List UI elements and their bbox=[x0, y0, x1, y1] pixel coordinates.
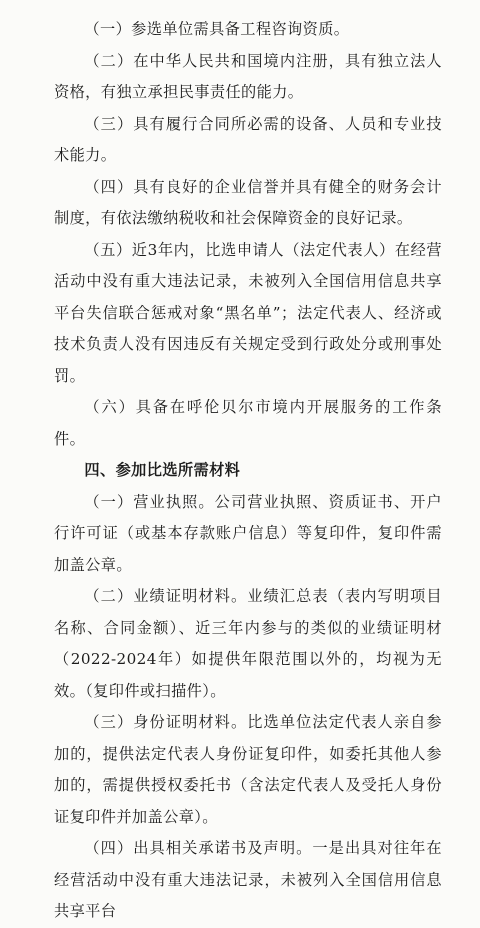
section-heading-materials: 四、参加比选所需材料 bbox=[84, 461, 241, 479]
requirement-item-3: （三）具有履行合同所必需的设备、人员和专业技术能力。 bbox=[54, 114, 442, 164]
requirement-item-2: （二）在中华人民共和国境内注册，具有独立法人资格，有独立承担民事责任的能力。 bbox=[54, 51, 442, 101]
material-item-3: （三）身份证明材料。比选单位法定代表人亲自参加的，提供法定代表人身份证复印件，如委托其他人参加的，需提供授权委托书（含法定代表人及受托人身份证复印件并加盖公章）。 bbox=[54, 713, 442, 826]
material-item-1: （一）营业执照。公司营业执照、资质证书、开户行许可证（或基本存款账户信息）等复印件，复印件需加盖公章。 bbox=[54, 492, 442, 574]
requirement-item-4: （四）具有良好的企业信誉并具有健全的财务会计制度，有依法缴纳税收和社会保障资金的良好记录。 bbox=[54, 177, 442, 227]
requirement-item-6: （六）具备在呼伦贝尔市境内开展服务的工作条件。 bbox=[54, 398, 442, 448]
material-item-4: （四）出具相关承诺书及声明。一是出具对往年在经营活动中没有重大违法记录，未被列入全国信用信息共享平台 bbox=[54, 839, 442, 920]
requirement-item-1: （一）参选单位需具备工程咨询资质。 bbox=[84, 20, 350, 38]
requirement-item-5: （五）近3年内，比选申请人（法定代表人）在经营活动中没有重大违法记录，未被列入全国信用信息共享平台失信联合惩戒对象“黑名单”；法定代表人、经济或技术负责人没有因违反有关规定受到行政处分或刑事处罚。 bbox=[54, 240, 442, 385]
material-item-2: （二）业绩证明材料。业绩汇总表（表内写明项目名称、合同金额）、近三年内参与的类似的业绩证明材（2022-2024年）如提供年限范围以外的，均视为无效。（复印件或扫描件）。 bbox=[54, 587, 442, 700]
